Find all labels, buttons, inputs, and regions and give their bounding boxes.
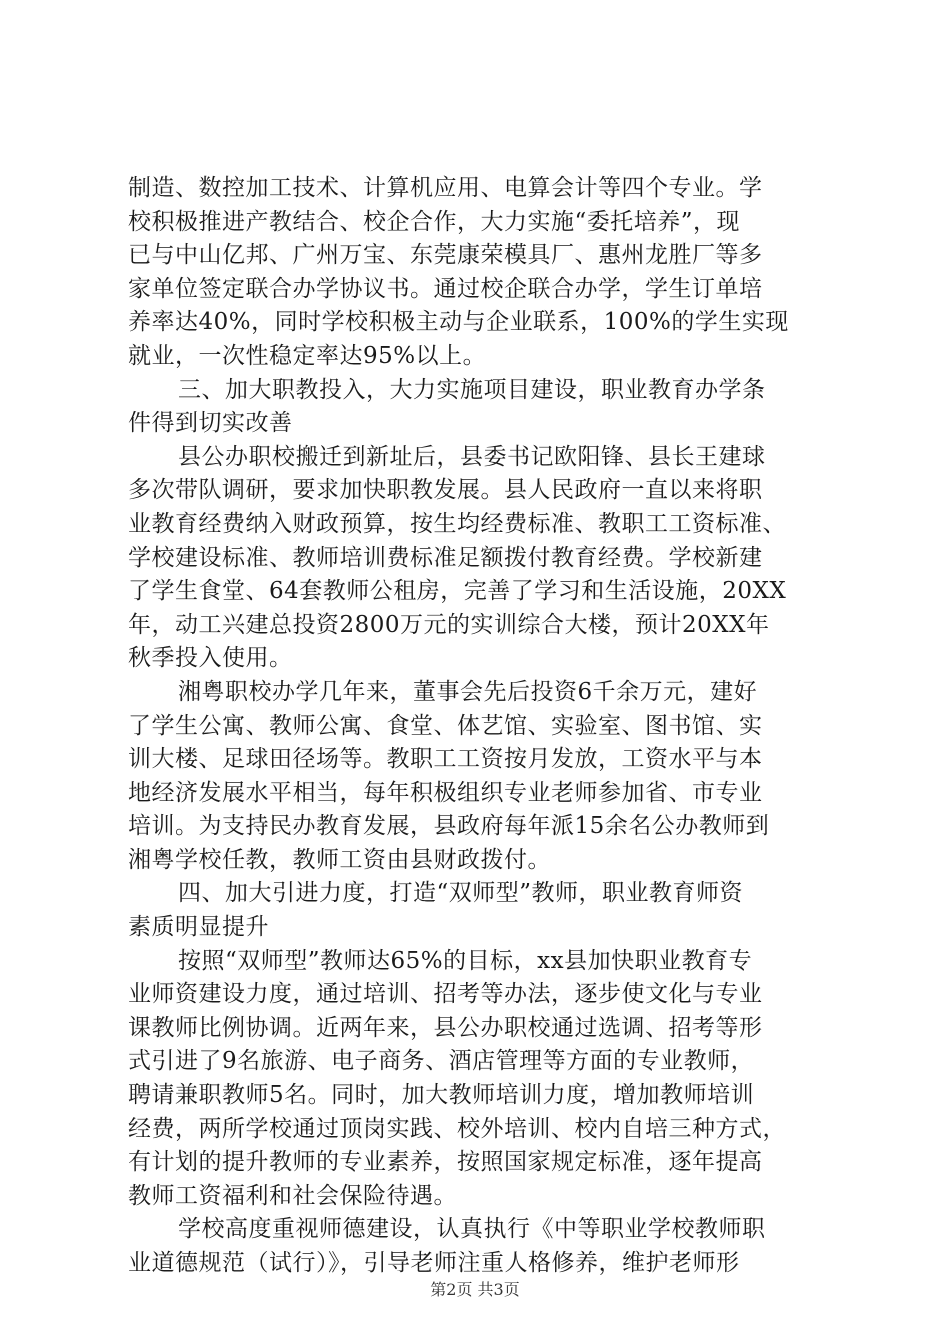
paragraph (128, 1213, 848, 1280)
text-line: 了学生食堂、64套教师公租房，完善了学习和生活设施，20XX (128, 578, 787, 605)
text-line: 四、加大引进力度，打造“双师型”教师，职业教育师资 (178, 880, 744, 907)
document-body (128, 172, 848, 1281)
text-line: 年，动工兴建总投资2800万元的实训综合大楼，预计20XX年 (128, 611, 770, 638)
text-line: 已与中山亿邦、广州万宝、东莞康荣模具厂、惠州龙胜厂等多 (128, 242, 763, 269)
text-line: 件得到切实改善 (128, 410, 293, 437)
text-line: 培训。为支持民办教育发展，县政府每年派15余名公办教师到 (128, 813, 770, 840)
text-line: 教师工资福利和社会保险待遇。 (128, 1182, 457, 1209)
page-footer (0, 1280, 950, 1300)
text-line: 聘请兼职教师5名。同时，加大教师培训力度，增加教师培训 (128, 1082, 755, 1109)
text-line: 三、加大职教投入，大力实施项目建设，职业教育办学条 (178, 376, 766, 403)
section-heading (128, 877, 848, 944)
text-line: 秋季投入使用。 (128, 645, 293, 672)
section-heading (128, 374, 848, 441)
text-line: 学校高度重视师德建设，认真执行《中等职业学校教师职 (178, 1216, 766, 1243)
text-line: 有计划的提升教师的专业素养，按照国家规定标准，逐年提高 (128, 1149, 763, 1176)
text-line: 素质明显提升 (128, 914, 269, 941)
text-line: 训大楼、足球田径场等。教职工工资按月发放，工资水平与本 (128, 746, 763, 773)
paragraph (128, 172, 848, 374)
text-line: 了学生公寓、教师公寓、食堂、体艺馆、实验室、图书馆、实 (128, 712, 763, 739)
text-line: 县公办职校搬迁到新址后，县委书记欧阳锋、县长王建球 (178, 443, 766, 470)
page-number: 第2页 共3页 (430, 1280, 520, 1299)
text-line: 业教育经费纳入财政预算，按生均经费标准、教职工工资标准、 (128, 510, 786, 537)
text-line: 养率达40%，同时学校积极主动与企业联系，100%的学生实现 (128, 309, 789, 336)
text-line: 湘粤学校任教，教师工资由县财政拨付。 (128, 846, 551, 873)
text-line: 多次带队调研，要求加快职教发展。县人民政府一直以来将职 (128, 477, 763, 504)
paragraph (128, 441, 848, 676)
paragraph (128, 945, 848, 1214)
paragraph (128, 676, 848, 878)
text-line: 湘粤职校办学几年来，董事会先后投资6千余万元，建好 (178, 678, 758, 705)
text-line: 就业，一次性稳定率达95%以上。 (128, 342, 487, 369)
text-line: 业师资建设力度，通过培训、招考等办法，逐步使文化与专业 (128, 981, 763, 1008)
text-line: 制造、数控加工技术、计算机应用、电算会计等四个专业。学 (128, 175, 763, 201)
text-line: 校积极推进产教结合、校企合作，大力实施“委托培养”，现 (128, 208, 741, 235)
text-line: 学校建设标准、教师培训费标准足额拨付教育经费。学校新建 (128, 544, 763, 571)
text-line: 家单位签定联合办学协议书。通过校企联合办学，学生订单培 (128, 275, 763, 302)
text-line: 按照“双师型”教师达65%的目标，xx县加快职业教育专 (178, 947, 753, 974)
text-line: 经费，两所学校通过顶岗实践、校外培训、校内自培三种方式， (128, 1115, 786, 1142)
text-line: 课教师比例协调。近两年来，县公办职校通过选调、招考等形 (128, 1014, 763, 1041)
text-line: 业道德规范（试行）》，引导老师注重人格修养，维护老师形 (128, 1250, 740, 1276)
text-line: 式引进了9名旅游、电子商务、酒店管理等方面的专业教师， (128, 1048, 755, 1075)
text-line: 地经济发展水平相当，每年积极组织专业老师参加省、市专业 (128, 779, 763, 806)
